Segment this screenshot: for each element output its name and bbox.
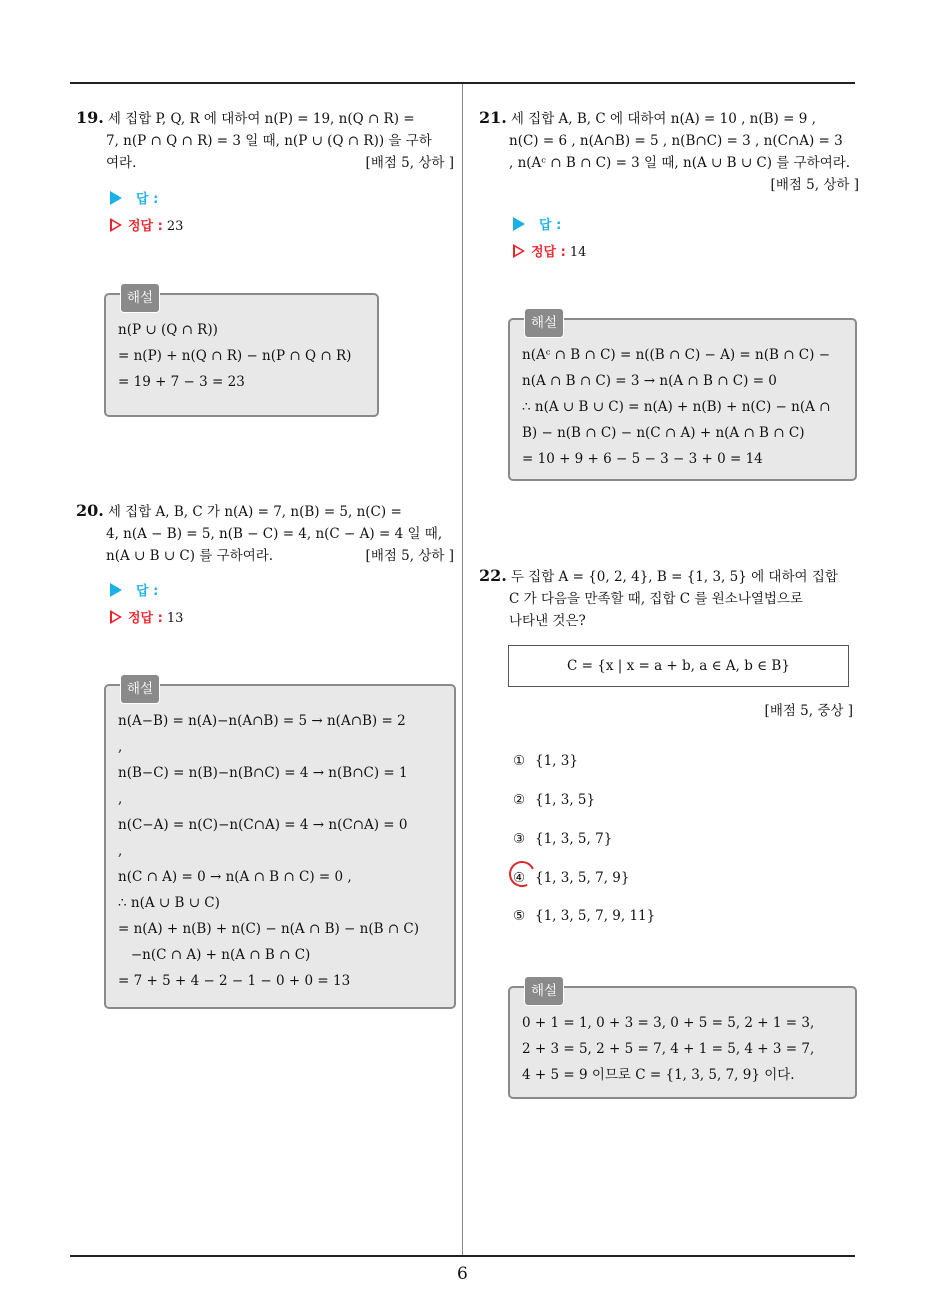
solution-box	[104, 290, 379, 417]
question-text: 7, n(P ∩ Q ∩ R) = 3 일 때, n(P ∪ (Q ∩ R)) 을 구하	[106, 133, 432, 149]
solution-line: 2 + 3 = 5, 2 + 5 = 7, 4 + 1 = 5, 4 + 3 = 7,	[522, 1041, 815, 1057]
solution-line: n(Aᶜ ∩ B ∩ C) = n((B ∩ C) − A) = n(B ∩ C) −	[522, 347, 831, 363]
question-text: 나타낸 것은?	[509, 613, 586, 629]
option-number: ①	[513, 753, 526, 769]
solution-line: ,	[118, 739, 123, 755]
solution-line: n(A ∩ B ∩ C) = 3 → n(A ∩ B ∩ C) = 0	[522, 373, 777, 389]
correct-value: 14	[569, 245, 587, 260]
question-text: n(A ∪ B ∪ C) 를 구하여라.	[106, 548, 274, 564]
outline-triangle-icon	[110, 218, 122, 232]
question-text: 세 집합 A, B, C 에 대하여 n(A) = 10 , n(B) = 9 ,	[510, 111, 816, 127]
solution-line: n(C−A) = n(C)−n(C∩A) = 4 → n(C∩A) = 0	[118, 817, 408, 833]
option-1[interactable]	[513, 751, 578, 771]
correct-answer-line	[513, 243, 586, 263]
solution-line: B) − n(B ∩ C) − n(C ∩ A) + n(A ∩ B ∩ C)	[522, 425, 805, 441]
solution-line: = n(A) + n(B) + n(C) − n(A ∩ B) − n(B ∩ C)	[118, 921, 420, 937]
solution-line: n(B−C) = n(B)−n(B∩C) = 4 → n(B∩C) = 1	[118, 765, 408, 781]
play-icon	[110, 583, 122, 597]
solution-line: ,	[118, 791, 123, 807]
play-icon	[513, 217, 525, 231]
answer-label: 답 :	[539, 218, 562, 233]
question-text: 두 집합 A = {0, 2, 4}, B = {1, 3, 5} 에 대하여 집합	[510, 569, 838, 585]
column-divider	[462, 84, 463, 1256]
solution-line: ∴ n(A ∪ B ∪ C) = n(A) + n(B) + n(C) − n(A ∩	[522, 399, 831, 415]
question-text: 세 집합 P, Q, R 에 대하여 n(P) = 19, n(Q ∩ R) =	[107, 111, 415, 127]
question-number: 19.	[76, 108, 104, 127]
correct-answer-line	[110, 217, 183, 237]
solution-line: = 7 + 5 + 4 − 2 − 1 − 0 + 0 = 13	[118, 973, 351, 989]
question-text: n(C) = 6 , n(A∩B) = 5 , n(B∩C) = 3 , n(C∩A) = 3	[509, 133, 843, 149]
question-text: 4, n(A − B) = 5, n(B − C) = 4, n(C − A) = 4 일 때,	[106, 526, 443, 542]
option-text: {1, 3}	[535, 753, 578, 769]
solution-line: −n(C ∩ A) + n(A ∩ B ∩ C)	[118, 947, 311, 963]
answer-line	[110, 582, 158, 602]
points-label: [배점 5, 중상 ]	[764, 703, 853, 719]
outline-triangle-icon	[110, 610, 122, 624]
option-number: ②	[513, 792, 526, 808]
solution-line: n(A−B) = n(A)−n(A∩B) = 5 → n(A∩B) = 2	[118, 713, 406, 729]
solution-tag: 해설	[120, 283, 160, 313]
option-5[interactable]	[513, 906, 655, 926]
correct-label: 정답 :	[128, 611, 163, 626]
outline-triangle-icon	[513, 244, 525, 258]
solution-tag: 해설	[524, 308, 564, 338]
answer-line	[513, 216, 561, 236]
question-text: 세 집합 A, B, C 가 n(A) = 7, n(B) = 5, n(C) =	[107, 504, 402, 520]
option-text: {1, 3, 5, 7}	[535, 831, 613, 847]
option-number: ③	[513, 831, 526, 847]
solution-line: ∴ n(A ∪ B ∪ C)	[118, 895, 220, 911]
solution-line: n(C ∩ A) = 0 → n(A ∩ B ∩ C) = 0 ,	[118, 869, 352, 885]
question-19	[76, 107, 454, 174]
question-text: C 가 다음을 만족할 때, 집합 C 를 원소나열법으로	[509, 591, 804, 607]
answer-label: 답 :	[136, 584, 159, 599]
solution-line: 4 + 5 = 9 이므로 C = {1, 3, 5, 7, 9} 이다.	[522, 1067, 795, 1083]
correct-label: 정답 :	[128, 219, 163, 234]
solution-box	[508, 315, 857, 481]
option-number: ⑤	[513, 908, 526, 924]
option-4[interactable]	[513, 868, 629, 888]
question-number: 22.	[479, 566, 507, 585]
question-20	[76, 500, 454, 567]
solution-tag: 해설	[524, 976, 564, 1006]
correct-value: 23	[166, 219, 184, 234]
set-definition-box: C = {x | x = a + b, a ∈ A, b ∈ B}	[508, 645, 849, 687]
question-22	[479, 565, 859, 632]
option-2[interactable]	[513, 790, 595, 810]
bottom-rule	[70, 1255, 855, 1257]
points-label: [배점 5, 상하 ]	[365, 155, 454, 171]
question-number: 21.	[479, 108, 507, 127]
points-label: [배점 5, 상하 ]	[770, 177, 859, 193]
page-number: 6	[457, 1264, 468, 1284]
answer-line	[110, 190, 158, 210]
option-text: {1, 3, 5}	[535, 792, 596, 808]
solution-box	[508, 983, 857, 1099]
question-text: , n(Aᶜ ∩ B ∩ C) = 3 일 때, n(A ∪ B ∪ C) 를 구하여라.	[509, 155, 851, 171]
solution-box	[104, 681, 456, 1009]
option-number: ④	[513, 870, 526, 886]
solution-line: ,	[118, 843, 123, 859]
points-label: [배점 5, 상하 ]	[365, 548, 454, 564]
correct-value: 13	[166, 611, 184, 626]
solution-line: = 10 + 9 + 6 − 5 − 3 − 3 + 0 = 14	[522, 451, 763, 467]
solution-line: = n(P) + n(Q ∩ R) − n(P ∩ Q ∩ R)	[118, 348, 352, 364]
play-icon	[110, 191, 122, 205]
answer-label: 답 :	[136, 192, 159, 207]
option-text: {1, 3, 5, 7, 9, 11}	[535, 908, 656, 924]
option-3[interactable]	[513, 829, 612, 849]
option-text: {1, 3, 5, 7, 9}	[535, 870, 630, 886]
solution-tag: 해설	[120, 674, 160, 704]
solution-line: = 19 + 7 − 3 = 23	[118, 374, 245, 390]
question-number: 20.	[76, 501, 104, 520]
correct-label: 정답 :	[531, 245, 566, 260]
question-21	[479, 107, 859, 196]
correct-answer-line	[110, 609, 183, 629]
solution-line: 0 + 1 = 1, 0 + 3 = 3, 0 + 5 = 5, 2 + 1 = 3,	[522, 1015, 815, 1031]
solution-line: n(P ∪ (Q ∩ R))	[118, 322, 218, 338]
question-text: 여라.	[106, 155, 137, 171]
